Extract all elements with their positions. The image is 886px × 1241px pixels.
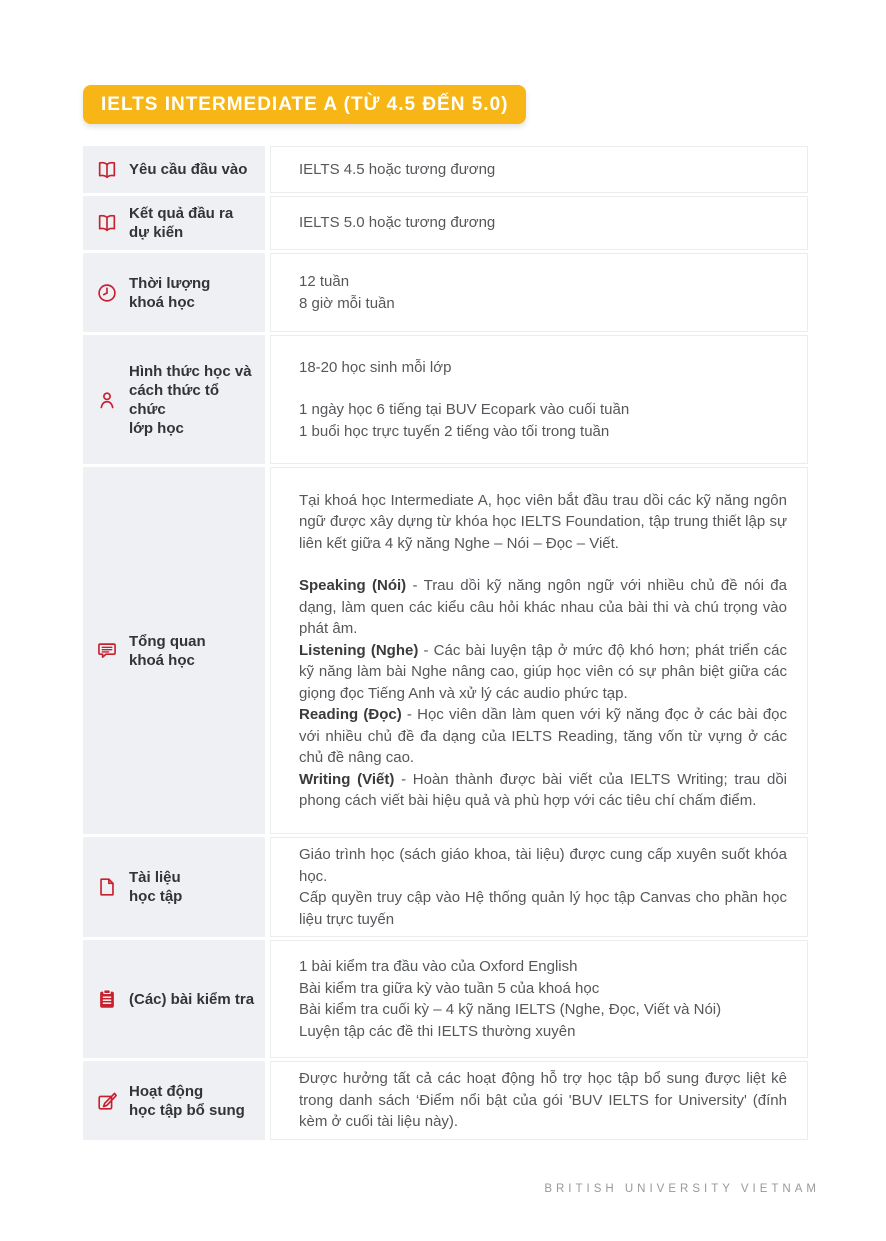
table-row (83, 253, 808, 332)
row-label-cell (83, 1061, 265, 1140)
paragraph-segment: 1 ngày học 6 tiếng tại BUV Ecopark vào cuối tuần (299, 401, 630, 419)
row-value-cell (270, 1061, 808, 1140)
pencil-square-icon (96, 1090, 118, 1112)
value-paragraph (299, 159, 787, 181)
value-paragraph (299, 887, 787, 930)
row-label-line: Tổng quan (129, 632, 206, 650)
paragraph-segment: 8 giờ mỗi tuần (299, 294, 395, 312)
paragraph-segment: 12 tuần (299, 273, 350, 290)
row-label (129, 868, 182, 906)
row-label (129, 362, 255, 438)
open-book-icon (96, 159, 118, 181)
row-label (129, 160, 247, 179)
table-row (83, 146, 808, 193)
paragraph-segment: IELTS 5.0 hoặc tương đương (299, 214, 496, 232)
paragraph-segment: 1 buổi học trực tuyến 2 tiếng vào tối trong tuần (299, 422, 610, 440)
value-paragraph (299, 421, 787, 443)
paragraph-segment: Luyện tập các đề thi IELTS thường xuyên (299, 1022, 576, 1040)
row-label-line: học tập bổ sung (129, 1101, 245, 1119)
value-paragraph (299, 956, 787, 978)
row-label-line: dự kiến (129, 224, 184, 241)
value-paragraph (299, 575, 787, 640)
row-label-line: Kết quả đầu ra (129, 205, 234, 222)
course-title: IELTS INTERMEDIATE A (TỪ 4.5 ĐẾN 5.0) (101, 93, 509, 115)
value-paragraph (299, 212, 787, 234)
table-row (83, 1061, 808, 1140)
value-paragraph (299, 769, 787, 812)
paragraph-segment: IELTS 4.5 hoặc tương đương (299, 160, 496, 178)
paragraph-segment: - Học viên dần làm quen với kỹ năng đọc ở các bài đọc với nhiều chủ đề đa dạng của IELTS Reading, tăng vốn từ vựng ở các chủ đề nâng cao. (299, 706, 788, 766)
paragraph-segment: Được hưởng tất cả các hoạt động hỗ trợ học tập bổ sung được liệt kê trong danh sách ‘Điểm nổi bật của gói 'BUV IELTS for University' (đính kèm ở cuối tài liệu này). (299, 1070, 787, 1131)
row-value-cell (270, 467, 808, 834)
value-paragraph (299, 844, 787, 887)
paragraph-spacer (299, 554, 787, 575)
paragraph-bold-segment: Listening (Nghe) (299, 641, 419, 659)
table-row (83, 467, 808, 834)
row-label (129, 990, 254, 1009)
chat-lines-icon (96, 640, 118, 662)
open-book-icon (96, 212, 118, 234)
row-label-cell (83, 253, 265, 332)
row-label (129, 1082, 245, 1120)
paragraph-segment: 1 bài kiểm tra đầu vào của Oxford English (299, 958, 578, 975)
row-value-cell (270, 253, 808, 332)
paragraph-bold-segment: Writing (Viết) (299, 770, 395, 788)
row-label-cell (83, 467, 265, 834)
paragraph-spacer (299, 378, 787, 399)
row-value-cell (270, 196, 808, 250)
row-label-line: khoá học (129, 651, 195, 669)
row-label-cell (83, 146, 265, 193)
row-label-cell (83, 196, 265, 250)
row-value-cell (270, 837, 808, 937)
course-title-banner (83, 85, 526, 124)
value-paragraph (299, 357, 787, 379)
paragraph-segment: - Hoàn thành được bài viết của IELTS Writing; trau dồi phong cách viết bài hiệu quả và phù hợp với các tiêu chí chấm điểm. (299, 770, 787, 809)
row-label-cell (83, 837, 265, 937)
row-label (129, 204, 233, 242)
value-paragraph (299, 704, 787, 769)
value-paragraph (299, 293, 787, 315)
paragraph-segment: - Các bài luyện tập ở mức độ khó hơn; phát triển các kỹ năng làm bài Nghe nâng cao, giúp học viên có sự phân biệt giữa các giọng đọc Tiếng Anh và xử lý các audio phức tạp. (299, 641, 787, 702)
row-label-line: Tài liệu (129, 869, 181, 886)
value-paragraph (299, 1068, 787, 1133)
footer-brand-text: BRITISH UNIVERSITY VIETNAM (544, 1183, 820, 1195)
paragraph-segment: Cấp quyền truy cập vào Hệ thống quản lý học tập Canvas cho phần học liệu trực tuyến (299, 889, 787, 928)
row-label-line: cách thức tổ chức (129, 381, 220, 418)
value-paragraph (299, 1021, 787, 1043)
row-label-line: (Các) bài kiểm tra (129, 990, 255, 1008)
row-label-line: Thời lượng (129, 274, 211, 292)
row-label (129, 632, 206, 670)
value-paragraph (299, 999, 787, 1021)
row-label-cell (83, 940, 265, 1058)
table-row (83, 335, 808, 464)
paragraph-segment: Bài kiểm tra cuối kỳ – 4 kỹ năng IELTS (Nghe, Đọc, Viết và Nói) (299, 1001, 722, 1018)
person-icon (96, 389, 118, 411)
clock-icon (96, 282, 118, 304)
row-value-cell (270, 335, 808, 464)
paragraph-segment: Giáo trình học (sách giáo khoa, tài liệu) được cung cấp xuyên suốt khóa học. (299, 846, 787, 885)
value-paragraph (299, 271, 787, 293)
row-label-line: Hình thức học và (129, 362, 252, 380)
paragraph-segment: Bài kiểm tra giữa kỳ vào tuần 5 của khoá học (299, 979, 600, 997)
table-row (83, 940, 808, 1058)
table-row (83, 196, 808, 250)
row-label-line: Yêu cầu đầu vào (129, 161, 248, 178)
value-paragraph (299, 399, 787, 421)
course-info-table (83, 146, 808, 1140)
value-paragraph (299, 490, 787, 555)
row-label-line: học tập (129, 888, 183, 905)
paragraph-segment: Tại khoá học Intermediate A, học viên bắt đầu trau dồi các kỹ năng ngôn ngữ được xây dựng từ khóa học IELTS Foundation, tập trung thiết lập sự liên kết giữa 4 kỹ năng Nghe – Nói – Đọc – Viết. (299, 491, 787, 552)
paragraph-bold-segment: Speaking (Nói) (299, 577, 407, 594)
row-value-cell (270, 940, 808, 1058)
row-label-line: lớp học (129, 419, 184, 437)
table-row (83, 837, 808, 937)
clipboard-checklist-icon (96, 988, 118, 1010)
paragraph-segment: 18-20 học sinh mỗi lớp (299, 358, 452, 376)
value-paragraph (299, 978, 787, 1000)
row-label-line: khoá học (129, 293, 195, 311)
row-label (129, 274, 210, 312)
paragraph-bold-segment: Reading (Đọc) (299, 706, 402, 723)
document-icon (96, 876, 118, 898)
row-value-cell (270, 146, 808, 193)
row-label-line: Hoạt động (129, 1082, 204, 1100)
paragraph-segment: - Trau dồi kỹ năng ngôn ngữ với nhiều chủ đề nói đa dạng, làm quen các kiểu câu hỏi khác nhau của bài thi và chú trọng vào phát âm. (299, 577, 787, 637)
value-paragraph (299, 640, 787, 705)
row-label-cell (83, 335, 265, 464)
